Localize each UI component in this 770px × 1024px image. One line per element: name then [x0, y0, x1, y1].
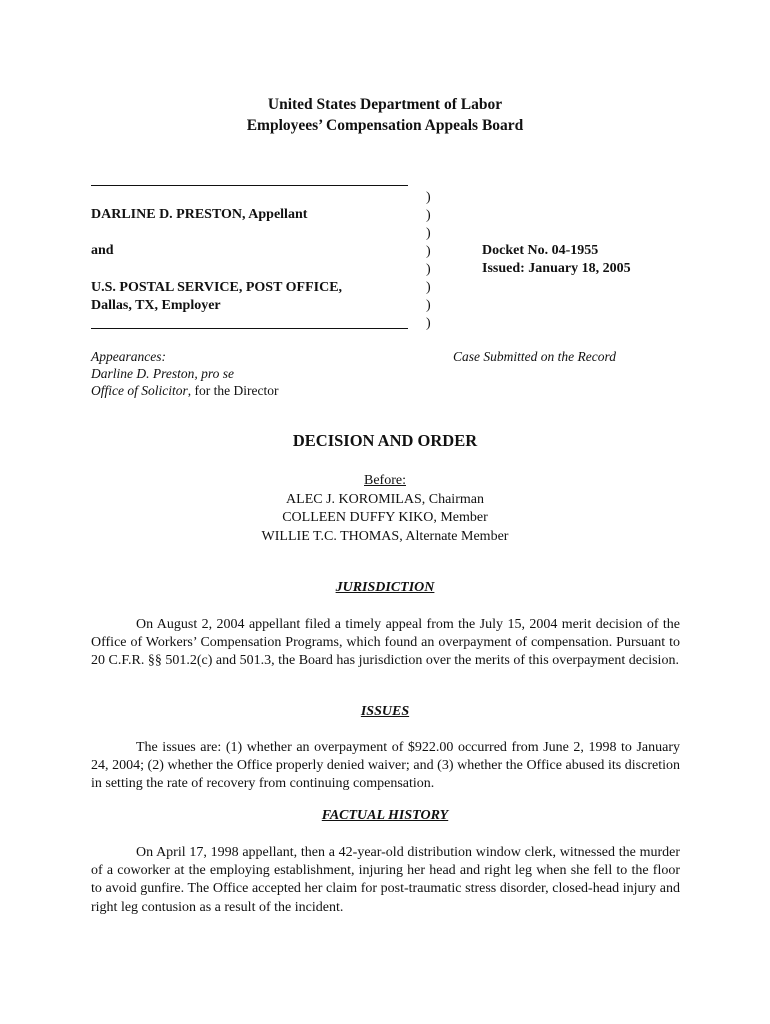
decision-title: DECISION AND ORDER — [292, 431, 478, 450]
paren: ) — [426, 190, 431, 205]
director-rep-role: , for the Director — [187, 383, 279, 398]
employer-line-2: Dallas, TX, Employer — [91, 298, 221, 313]
director-rep-name: Office of Solicitor — [91, 383, 188, 398]
jurisdiction-paragraph: On August 2, 2004 appellant filed a timely appeal from the July 15, 2004 merit decision of the Office of Workers’ Compensation Programs, which found an overpayment of compensation. Pursuant to 20 C.F.R. §§ 501.2(c) and 501.3, the Board has jurisdiction over the merits of this overpayment decision. — [91, 617, 680, 669]
paren: ) — [426, 316, 431, 331]
panel-member: WILLIE T.C. THOMAS, Alternate Member — [261, 528, 509, 544]
caption-top-rule — [91, 185, 408, 186]
issues-heading: ISSUES — [360, 704, 410, 719]
caption-parentheses — [426, 189, 431, 333]
paren: ) — [426, 208, 431, 223]
paren: ) — [426, 244, 431, 259]
department-name: United States Department of Labor — [267, 96, 503, 113]
appellant-name: DARLINE D. PRESTON, Appellant — [91, 207, 308, 222]
docket-number: Docket No. 04-1955 — [482, 243, 599, 258]
appearances-block — [91, 348, 278, 399]
board-name: Employees’ Compensation Appeals Board — [246, 117, 524, 134]
paren: ) — [426, 280, 431, 295]
case-submitted-note: Case Submitted on the Record — [453, 349, 616, 364]
appearances-label: Appearances: — [91, 349, 166, 364]
employer-line-1: U.S. POSTAL SERVICE, POST OFFICE, — [91, 280, 343, 295]
factual-history-heading: FACTUAL HISTORY — [321, 808, 449, 823]
paren: ) — [426, 298, 431, 313]
caption-and: and — [91, 243, 114, 258]
before-label: Before: — [364, 473, 406, 488]
docket-info — [482, 242, 631, 278]
before-label-line — [0, 472, 770, 491]
panel-member: COLLEEN DUFFY KIKO, Member — [282, 510, 488, 525]
employer-name — [91, 279, 342, 315]
panel-members — [0, 472, 770, 546]
caption-bottom-rule — [91, 328, 408, 329]
paren: ) — [426, 262, 431, 277]
document-header — [0, 94, 770, 136]
appellant-representative: Darline D. Preston, pro se — [91, 366, 234, 381]
factual-history-paragraph: On April 17, 1998 appellant, then a 42-year-old distribution window clerk, witnessed the murder of a coworker at the employing establishment, injuring her head and right leg when she fell to the floor to avoid gunfire. The Office accepted her claim for post-traumatic stress disorder, closed-head injury and right leg contusion as a result of the incident. — [91, 845, 680, 915]
issued-date: Issued: January 18, 2005 — [482, 261, 631, 276]
jurisdiction-heading: JURISDICTION — [335, 580, 435, 595]
director-representative — [91, 382, 278, 399]
issues-paragraph: The issues are: (1) whether an overpayment of $922.00 occurred from June 2, 1998 to January 24, 2004; (2) whether the Office properly denied waiver; and (3) whether the Office abused its discretion in setting the rate of recovery from continuing compensation. — [91, 740, 680, 792]
panel-member: ALEC J. KOROMILAS, Chairman — [286, 491, 484, 507]
paren: ) — [426, 226, 431, 241]
